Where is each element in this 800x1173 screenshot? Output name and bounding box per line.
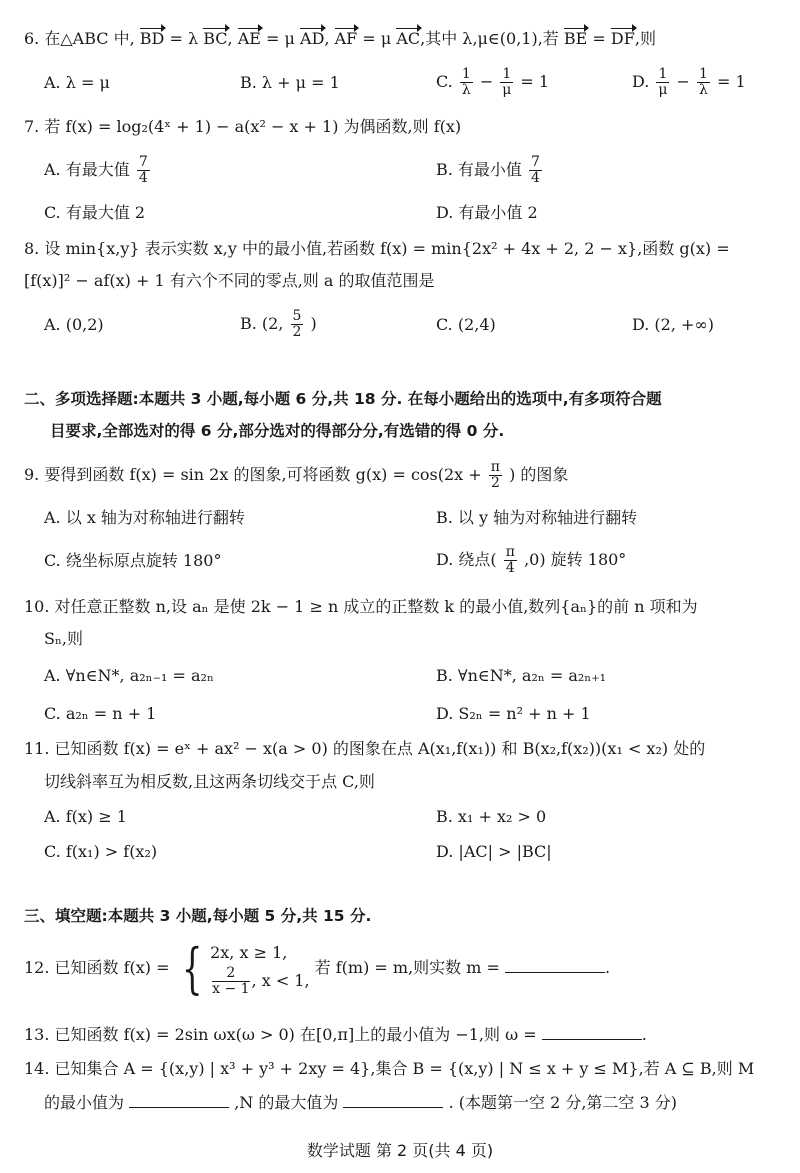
q14-answer-blank-2[interactable] (343, 1093, 443, 1108)
q9-option-c: C. 绕坐标原点旋转 180° (44, 551, 222, 570)
q6-option-c: C. $\frac{1}{\lambda}$ − $\frac{1}{\mu}$ = 1 (436, 66, 550, 98)
q7-option-c: C. 有最大值 2 (44, 203, 146, 222)
section-2-heading-line2: 目要求,全部选对的得 6 分,部分选对的得部分分,有选错的得 0 分. (50, 422, 505, 440)
q13-stem: 13. 已知函数 f(x) = 2sin ωx(ω > 0) 在[0,π]上的最小值为 −1,则 ω = . (24, 1025, 647, 1044)
q6-option-d: D. $\frac{1}{\mu}$ − $\frac{1}{\lambda}$ = 1 (632, 66, 746, 98)
q9-option-b: B. 以 y 轴为对称轴进行翻转 (436, 508, 638, 527)
q12-answer-blank[interactable] (505, 958, 605, 973)
q6-stem: 6. 在△ABC 中, BD = λ BC, AE = μ AD, AF = μ AC,其中 λ,μ∈(0,1),若 BE = DF,则 (24, 29, 656, 48)
q14-stem-line1: 14. 已知集合 A = {(x,y) | x³ + y³ + 2xy = 4},集合 B = {(x,y) | N ≤ x + y ≤ M},若 A ⊆ B,则 M (24, 1059, 755, 1078)
q6-option-b: B. λ + μ = 1 (240, 73, 340, 92)
q7-option-b: B. 有最小值 $\frac{7}{4}$ (436, 154, 540, 186)
q10-stem-line1: 10. 对任意正整数 n,设 aₙ 是使 2k − 1 ≥ n 成立的正整数 k 的最小值,数列{aₙ}的前 n 项和为 (24, 597, 698, 616)
q8-stem-line2: [f(x)]² − af(x) + 1 有六个不同的零点,则 a 的取值范围是 (24, 271, 435, 290)
section-3-heading: 三、填空题:本题共 3 小题,每小题 5 分,共 15 分. (24, 907, 372, 925)
q12-stem: 12. 已知函数 f(x) = { 2x, x ≥ 1, $\frac{2}{x - 1}$ , x < 1, 若 f(m) = m,则实数 m = . (24, 936, 611, 1000)
page-footer: 数学试题 第 2 页(共 4 页) (306, 1141, 494, 1160)
q10-option-b: B. ∀n∈N*, a₂ₙ = a₂ₙ₊₁ (436, 666, 607, 685)
q10-option-d: D. S₂ₙ = n² + n + 1 (436, 704, 591, 723)
q6-option-a: A. λ = μ (44, 73, 110, 92)
q7-option-d: D. 有最小值 2 (436, 203, 538, 222)
q11-option-b: B. x₁ + x₂ > 0 (436, 807, 547, 826)
left-brace-icon: { (181, 936, 203, 1000)
q8-option-b: B. (2, $\frac{5}{2}$ ) (240, 308, 317, 340)
q8-option-a: A. (0,2) (44, 315, 104, 334)
q9-option-d: D. 绕点( $\frac{\pi}{4}$ ,0) 旋转 180° (436, 544, 627, 576)
q11-option-a: A. f(x) ≥ 1 (44, 807, 127, 826)
q9-option-a: A. 以 x 轴为对称轴进行翻转 (44, 508, 245, 527)
q9-stem: 9. 要得到函数 f(x) = sin 2x 的图象,可将函数 g(x) = cos(2x + $\frac{\pi}{2}$ ) 的图象 (24, 459, 569, 491)
q10-option-c: C. a₂ₙ = n + 1 (44, 704, 157, 723)
q8-option-d: D. (2, +∞) (632, 315, 714, 334)
q8-option-c: C. (2,4) (436, 315, 496, 334)
q11-option-c: C. f(x₁) > f(x₂) (44, 842, 158, 861)
q7-stem: 7. 若 f(x) = log₂(4ˣ + 1) − a(x² − x + 1) 为偶函数,则 f(x) (24, 117, 462, 136)
q11-stem-line2: 切线斜率互为相反数,且这两条切线交于点 C,则 (44, 772, 375, 791)
q14-stem-line2: 的最小值为 ,N 的最大值为 . (本题第一空 2 分,第二空 3 分) (44, 1093, 678, 1112)
q10-option-a: A. ∀n∈N*, a₂ₙ₋₁ = a₂ₙ (44, 666, 214, 685)
q10-stem-line2: Sₙ,则 (44, 629, 83, 648)
q8-stem-line1: 8. 设 min{x,y} 表示实数 x,y 中的最小值,若函数 f(x) = min{2x² + 4x + 2, 2 − x},函数 g(x) = (24, 239, 730, 258)
section-2-heading: 二、多项选择题:本题共 3 小题,每小题 6 分,共 18 分. 在每小题给出的选项中,有多项符合题 (24, 390, 662, 408)
q7-option-a: A. 有最大值 $\frac{7}{4}$ (44, 154, 148, 186)
q14-answer-blank-1[interactable] (129, 1093, 229, 1108)
q13-answer-blank[interactable] (542, 1025, 642, 1040)
q11-option-d: D. |AC| > |BC| (436, 842, 552, 861)
q11-stem-line1: 11. 已知函数 f(x) = eˣ + ax² − x(a > 0) 的图象在点 A(x₁,f(x₁)) 和 B(x₂,f(x₂))(x₁ < x₂) 处的 (24, 739, 706, 758)
